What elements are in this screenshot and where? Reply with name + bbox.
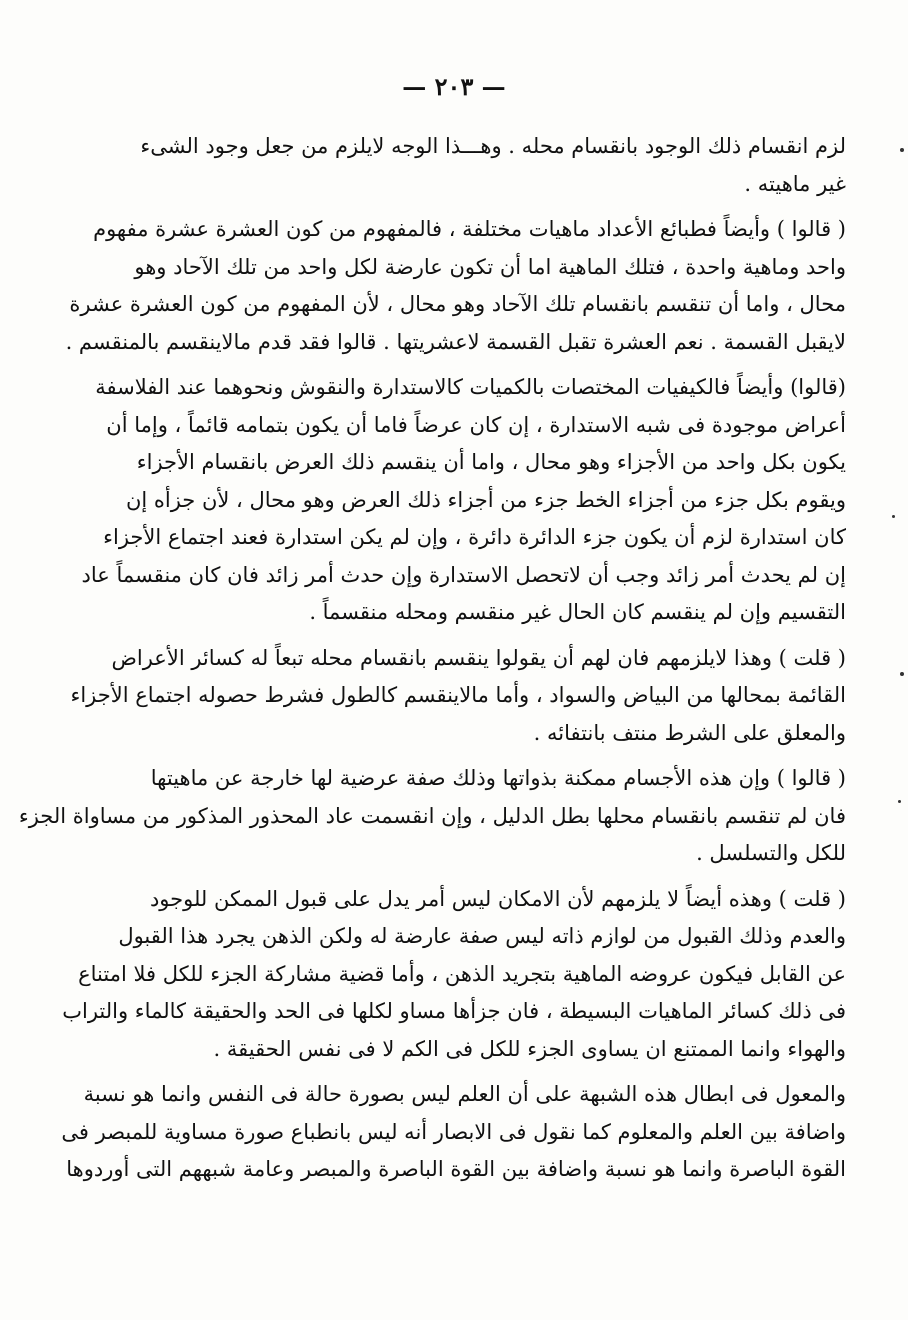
text-line: (قالوا) وأيضاً فالكيفيات المختصات بالكميات كالاستدارة والنقوش ونحوهما عند الفلاسفة [95, 375, 846, 399]
body-text [18, 128, 846, 1197]
text-line: أعراض موجودة فى شبه الاستدارة ، إن كان عرضاً فاما أن يكون بتمامه قائماً ، وإما أن [106, 412, 846, 437]
paragraph [18, 760, 846, 873]
text-line: والمعول فى ابطال هذه الشبهة على أن العلم ليس بصورة حالة فى النفس وانما هو نسبة [83, 1082, 846, 1106]
scan-speck [898, 800, 901, 803]
text-line: والهواء وانما الممتنع ان يساوى الجزء للكل فى الكم لا فى نفس الحقيقة . [213, 1036, 846, 1061]
text-line: القائمة بمحالها من البياض والسواد ، وأما مالاينقسم كالطول فشرط حصوله اجتماع الأجزاء [70, 683, 846, 707]
text-line: غير ماهيته . [744, 171, 846, 196]
text-line: كان استدارة لزم أن يكون جزء الدائرة دائرة ، وإن لم يكن استدارة فعند اجتماع الأجزاء [103, 525, 846, 549]
text-line: ( قالوا ) وأيضاً فطبائع الأعداد ماهيات مختلفة ، فالمفهوم من كون العشرة عشرة مفهوم [93, 217, 846, 241]
scan-speck [892, 515, 895, 518]
paragraph [62, 881, 846, 1069]
text-line: ( قلت ) وهذا لايلزمهم فان لهم أن يقولوا ينقسم بانقسام محله تبعاً له كسائر الأعراض [111, 645, 846, 670]
text-line: ( قالوا ) وإن هذه الأجسام ممكنة بذواتها وذلك صفة عرضية لها خارجة عن ماهيتها [150, 766, 846, 790]
text-line: فان لم تنقسم بانقسام محلها بطل الدليل ، وإن انقسمت عاد المحذور المذكور من مساواة الجزء [18, 803, 846, 828]
scan-speck [900, 148, 904, 152]
text-line: لزم انقسام ذلك الوجود بانقسام محله . وهـــذا الوجه لايلزم من جعل وجود الشىء [140, 134, 846, 158]
paragraph [65, 211, 846, 361]
text-line: والمعلق على الشرط منتف بانتفائه . [533, 720, 846, 745]
text-line: ( قلت ) وهذه أيضاً لا يلزمهم لأن الامكان ليس أمر يدل على قبول الممكن للوجود [149, 886, 846, 911]
paragraph [81, 369, 846, 632]
text-line: يكون بكل واحد من الأجزاء وهو محال ، واما أن ينقسم ذلك العرض بانقسام الأجزاء [136, 450, 846, 474]
text-line: التقسيم وإن لم ينقسم كان الحال غير منقسم ومحله منقسماً . [309, 600, 846, 624]
text-line: ويقوم بكل جزء من أجزاء الخط جزء من أجزاء ذلك العرض وهو محال ، لأن جزأه إن [125, 487, 846, 512]
paragraph [70, 640, 846, 753]
text-line: للكل والتسلسل . [696, 841, 846, 865]
text-line: عن القابل فيكون عروضه الماهية بتجريد الذهن ، وأما قضية مشاركة الجزء للكل فلا امتناع [78, 961, 846, 986]
text-line: فى ذلك كسائر الماهيات البسيطة ، فان جزأها مساو لكلها فى الحد والحقيقة كالماء والتراب [62, 999, 846, 1023]
paragraph [61, 1076, 846, 1189]
text-line: إن لم يحدث أمر زائد وجب أن لاتحصل الاستدارة وإن حدث أمر زائد فان كان منقسماً عاد [81, 562, 846, 587]
paragraph [128, 128, 846, 203]
text-line: القوة الباصرة وانما هو نسبة واضافة بين القوة الباصرة والمبصر وعامة شبههم التى أوردوها [66, 1157, 846, 1181]
text-line: واحد وماهية واحدة ، فتلك الماهية اما أن تكون عارضة لكل واحد من تلك الآحاد وهو [134, 254, 846, 279]
text-line: واضافة بين العلم والمعلوم كما نقول فى الابصار أنه ليس بانطباع صورة مساوية للمبصر فى [61, 1119, 846, 1144]
text-line: محال ، واما أن تنقسم بانقسام تلك الآحاد وهو محال ، لأن المفهوم من كون العشرة عشرة [69, 292, 846, 316]
scan-speck [900, 672, 904, 676]
text-line: لايقبل القسمة . نعم العشرة تقبل القسمة لاعشريتها . قالوا فقد قدم مالاينقسم بالمنقسم . [65, 329, 846, 354]
text-line: والعدم وذلك القبول من لوازم ذاته ليس صفة عارضة له ولكن الذهن يجرد هذا القبول [118, 924, 846, 948]
page-number: — ٢٠٣ — [402, 72, 506, 101]
